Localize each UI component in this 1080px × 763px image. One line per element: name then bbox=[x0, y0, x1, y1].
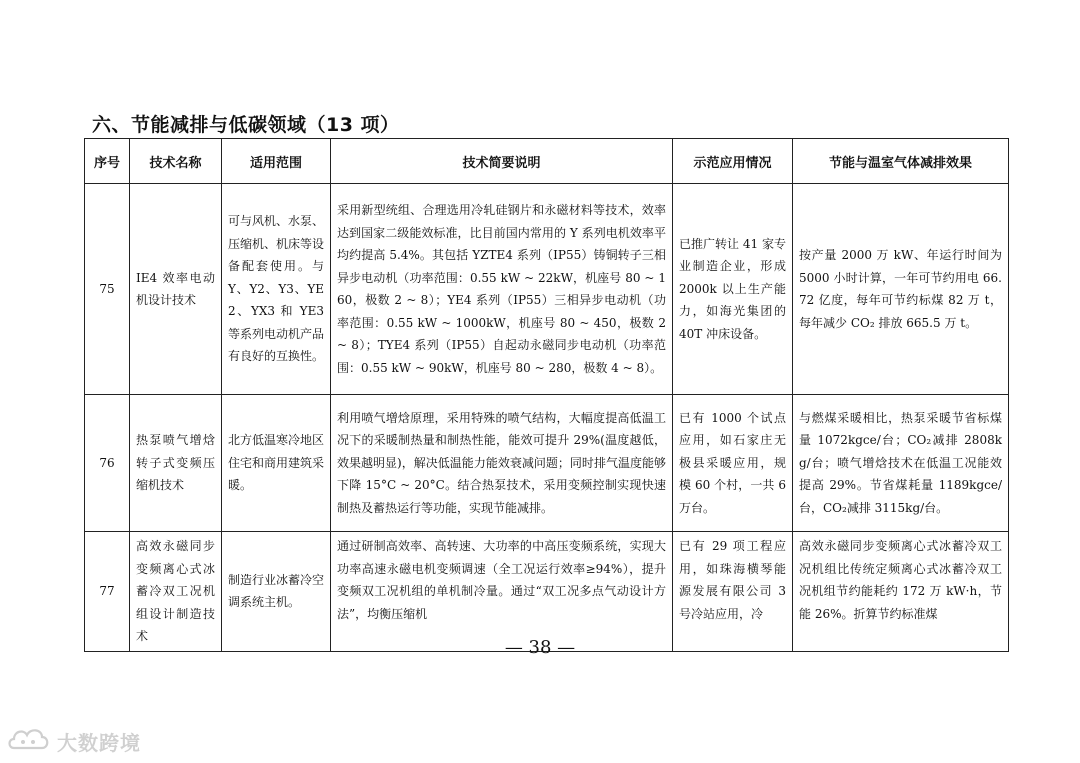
row-effect: 按产量 2000 万 kW、年运行时间为 5000 小时计算，一年可节约用电 66.72 亿度，每年可节约标煤 82 万 t，每年减少 CO₂ 排放 665.5 万 t。 bbox=[793, 184, 1009, 395]
row-no: 75 bbox=[85, 184, 130, 395]
row-demo: 已有 1000 个试点应用，如石家庄无极县采暖应用，规模 60 个村，一共 6 万台。 bbox=[673, 395, 793, 532]
header-demo: 示范应用情况 bbox=[673, 139, 793, 184]
row-scope: 制造行业冰蓄冷空调系统主机。 bbox=[222, 532, 331, 652]
tech-table bbox=[84, 138, 1009, 652]
watermark bbox=[6, 724, 141, 758]
row-no: 77 bbox=[85, 532, 130, 652]
header-name: 技术名称 bbox=[130, 139, 222, 184]
header-effect: 节能与温室气体减排效果 bbox=[793, 139, 1009, 184]
table-row bbox=[85, 184, 1009, 395]
header-desc: 技术简要说明 bbox=[331, 139, 673, 184]
header-no: 序号 bbox=[85, 139, 130, 184]
row-no: 76 bbox=[85, 395, 130, 532]
cloud-logo-icon bbox=[6, 724, 52, 758]
row-name: IE4 效率电动机设计技术 bbox=[130, 184, 222, 395]
row-name: 热泵喷气增焓转子式变频压缩机技术 bbox=[130, 395, 222, 532]
row-effect: 与燃煤采暖相比，热泵采暖节省标煤量 1072kgce/台；CO₂减排 2808kg/台；喷气增焓技术在低温工况能效提高 29%。节省煤耗量 1189kgce/台，CO₂减排 3115kg/台。 bbox=[793, 395, 1009, 532]
table-row bbox=[85, 532, 1009, 652]
row-demo: 已有 29 项工程应用，如珠海横琴能源发展有限公司 3 号冷站应用，冷 bbox=[673, 532, 793, 652]
section-title: 六、节能减排与低碳领域（13 项） bbox=[92, 114, 400, 136]
watermark-text: 大数跨境 bbox=[57, 730, 141, 755]
page-number: — 38 — bbox=[504, 637, 576, 658]
row-effect: 高效永磁同步变频离心式冰蓄冷双工况机组比传统定频离心式冰蓄冷双工况机组节约能耗约 172 万 kW·h，节能 26%。折算节约标准煤 bbox=[793, 532, 1009, 652]
row-name: 高效永磁同步变频离心式冰蓄冷双工况机组设计制造技术 bbox=[130, 532, 222, 652]
row-desc: 利用喷气增焓原理，采用特殊的喷气结构，大幅度提高低温工况下的采暖制热量和制热性能，能效可提升 29%(温度越低，效果越明显)，解决低温能力能效衰减问题；同时排气温度能够下降 15°C ~ 20°C。结合热泵技术，采用变频控制实现快速制热及蓄热运行等功能，实现节能减排。 bbox=[331, 395, 673, 532]
table-header-row bbox=[85, 139, 1009, 184]
tech-table-wrapper bbox=[84, 138, 1008, 643]
table-row bbox=[85, 395, 1009, 532]
row-scope: 可与风机、水泵、压缩机、机床等设备配套使用。与 Y、Y2、Y3、YE2、YX3 和 YE3 等系列电动机产品有良好的互换性。 bbox=[222, 184, 331, 395]
header-scope: 适用范围 bbox=[222, 139, 331, 184]
row-scope: 北方低温寒冷地区住宅和商用建筑采暖。 bbox=[222, 395, 331, 532]
row-desc: 采用新型统组、合理选用冷轧硅钢片和永磁材料等技术，效率达到国家二级能效标准，比目前国内常用的 Y 系列电机效率平均约提高 5.4%。其包括 YZTE4 系列（IP55）铸铜转子三相异步电动机（功率范围：0.55 kW ~ 22kW，机座号 80 ~ 160，极数 2 ~ 8）；YE4 系列（IP55）三相异步电动机（功率范围：0.55 kW ~ 1000kW，机座号 80 ~ 450，极数 2 ~ 8）；TYE4 系列（IP55）自起动永磁同步电动机（功率范围：0.55 kW ~ 90kW，机座号 80 ~ 280，极数 4 ~ 8）。 bbox=[331, 184, 673, 395]
row-demo: 已推广转让 41 家专业制造企业，形成 2000k 以上生产能力，如海光集团的 40T 冲床设备。 bbox=[673, 184, 793, 395]
row-desc: 通过研制高效率、高转速、大功率的中高压变频系统，实现大功率高速永磁电机变频调速（全工况运行效率≥94%），提升变频双工况机组的单机制冷量。通过“双工况多点气动设计方法”，均衡压缩机 bbox=[331, 532, 673, 652]
